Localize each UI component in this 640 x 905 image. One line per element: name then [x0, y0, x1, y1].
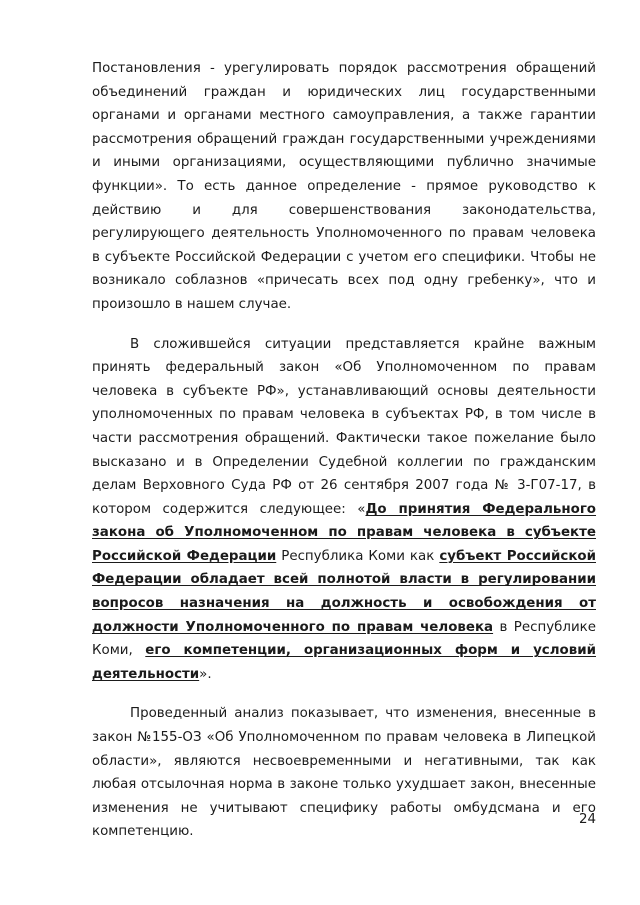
emphasized-quote-segment: До принятия Федерального закона об Уполномоченном по правам человека в субъекте Российской Федерации — [92, 501, 597, 564]
emphasized-quote-segment: его компетенции, организационных форм и условий деятельности — [92, 643, 596, 682]
paragraph-text-segment: ». — [199, 666, 212, 682]
body-text — [92, 57, 596, 844]
paragraph-text-segment: в Республике Коми, — [92, 619, 597, 659]
page-number: 24 — [578, 812, 596, 827]
paragraph-analysis-conclusion: Проведенный анализ показывает, что изменения, внесенные в закон №155-ОЗ «Об Уполномоченном по правам человека в Липецкой области», являются несвоевременными и негативными, так как любая отсылочная норма в законе только ухудшает закон, внесенные изменения не учитывают специфику работы омбудсмана и его компетенцию. — [92, 706, 596, 840]
paragraph-text-segment: В сложившейся ситуации представляется крайне важным принять федеральный закон «Об Уполномоченном по правам человека в субъекте РФ», устанавливающий основы деятельности уполномоченных по правам человека в субъектах РФ, в том числе в части рассмотрения обращений. Фактически такое пожелание было высказано и в Определении Судебной коллегии по гражданским делам Верховного Суда РФ от 26 сентября 2007 года № 3-Г07-17, в котором содержится следующее: « — [92, 336, 596, 517]
paragraph-federal-law-proposal — [92, 333, 596, 687]
paragraph-text-segment: Республика Коми как — [276, 548, 440, 564]
paragraph-continuation: Постановления - урегулировать порядок рассмотрения обращений объединений граждан и юридических лиц государственными органами и органами местного самоуправления, а также гарантии рассмотрения обращений граждан государственными учреждениями и иными организациями, осуществляющими публично значимые функции». То есть данное определение - прямое руководство к действию и для совершенствования законодательства, регулирующего деятельность Уполномоченного по правам человека в субъекте Российской Федерации с учетом его специфики. Чтобы не возникало соблазнов «причесать всех под одну гребенку», что и произошло в нашем случае. — [92, 61, 596, 312]
emphasized-quote-segment: субъект Российской Федерации обладает всей полнотой власти в регулировании вопросов назначения на должность и освобождения от должности Уполномоченного по правам человека — [92, 548, 596, 635]
